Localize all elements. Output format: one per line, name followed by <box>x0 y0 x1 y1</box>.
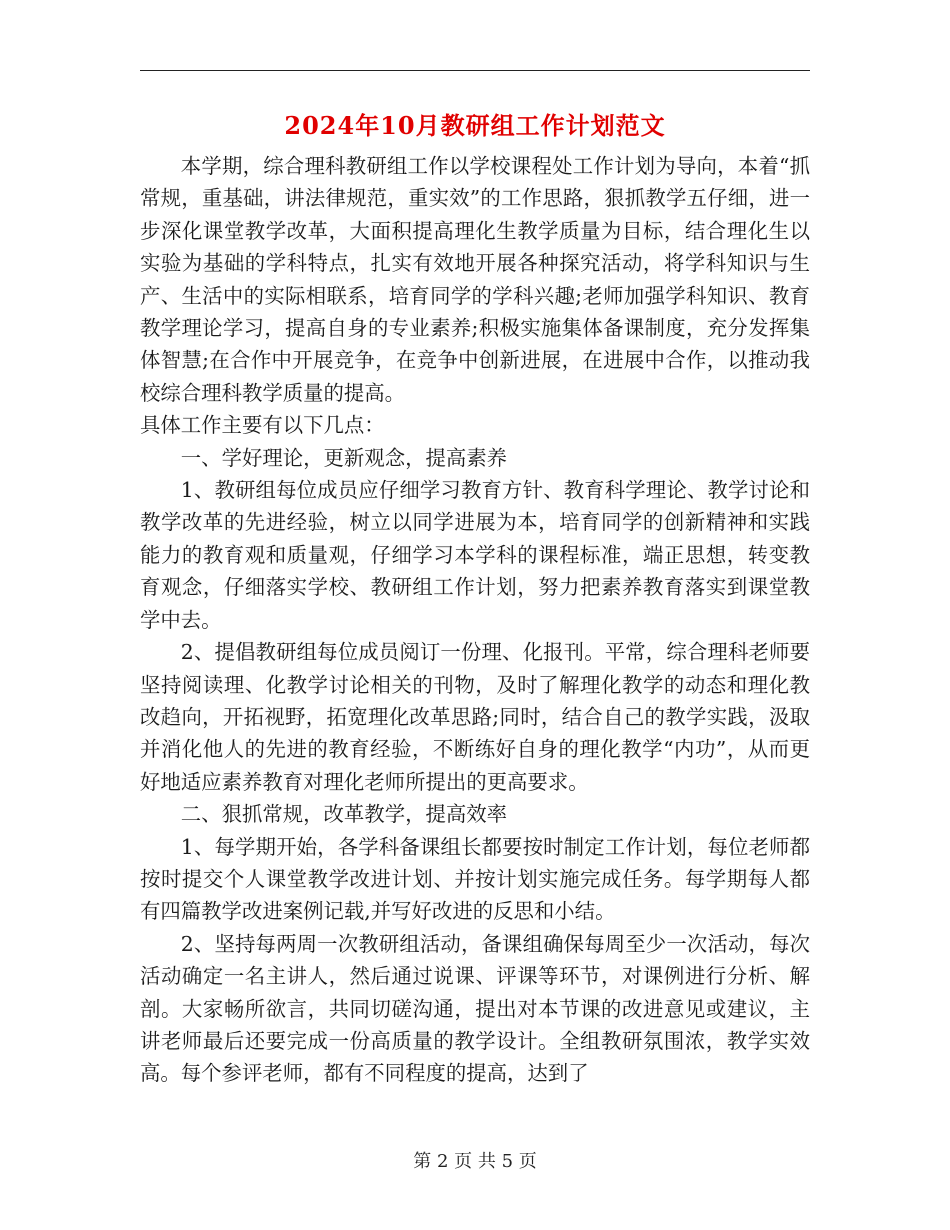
document-body <box>140 150 810 1090</box>
paragraph-1-1: 1、教研组每位成员应仔细学习教育方针、教育科学理论、教学讨论和教学改革的先进经验，树立以同学进展为本，培育同学的创新精神和实践能力的教育观和质量观，仔细学习本学科的课程标准，端正思想，转变教育观念，仔细落实学校、教研组工作计划，努力把素养教育落实到课堂教学中去。 <box>140 478 810 632</box>
header-rule <box>140 70 810 71</box>
paragraph-2-2: 2、坚持每两周一次教研组活动，备课组确保每周至少一次活动，每次活动确定一名主讲人，然后通过说课、评课等环节，对课例进行分析、解剖。大家畅所欲言，共同切磋沟通，提出对本节课的改进意见或建议，主讲老师最后还要完成一份高质量的教学设计。全组教研氛围浓，教学实效高。每个参评老师，都有不同程度的提高，达到了 <box>140 931 810 1086</box>
section-heading-1: 一、学好理论，更新观念，提高素养 <box>180 445 508 470</box>
paragraph-intro-tail: 具体工作主要有以下几点： <box>140 413 385 438</box>
paragraph-1-2: 2、提倡教研组每位成员阅订一份理、化报刊。平常，综合理科老师要坚持阅读理、化教学讨论相关的刊物，及时了解理化教学的动态和理化教改趋向，开拓视野，拓宽理化改革思路;同时，结合自己的教学实践，汲取并消化他人的先进的教育经验，不断练好自身的理化教学“内功”，从而更好地适应素养教育对理化老师所提出的更高要求。 <box>140 640 810 794</box>
document-title: 2024年10月教研组工作计划范文 <box>284 111 666 140</box>
paragraph-intro: 本学期，综合理科教研组工作以学校课程处工作计划为导向，本着“抓常规，重基础，讲法律规范，重实效”的工作思路，狠抓教学五仔细，进一步深化课堂教学改革，大面积提高理化生教学质量为目标，结合理化生以实验为基础的学科特点，扎实有效地开展各种探究活动，将学科知识与生产、生活中的实际相联系，培育同学的学科兴趣;老师加强学科知识、教育教学理论学习，提高自身的专业素养;积极实施集体备课制度，充分发挥集体智慧;在合作中开展竞争，在竞争中创新进展，在进展中合作，以推动我校综合理科教学质量的提高。 <box>140 154 810 405</box>
paragraph-2-1: 1、每学期开始，各学科备课组长都要按时制定工作计划，每位老师都按时提交个人课堂教学改进计划、并按计划实施完成任务。每学期每人都有四篇教学改进案例记载,并写好改进的反思和小结。 <box>140 834 810 924</box>
page-footer: 第 2 页 共 5 页 <box>413 1151 537 1172</box>
section-heading-2: 二、狠抓常规，改革教学，提高效率 <box>180 802 508 827</box>
